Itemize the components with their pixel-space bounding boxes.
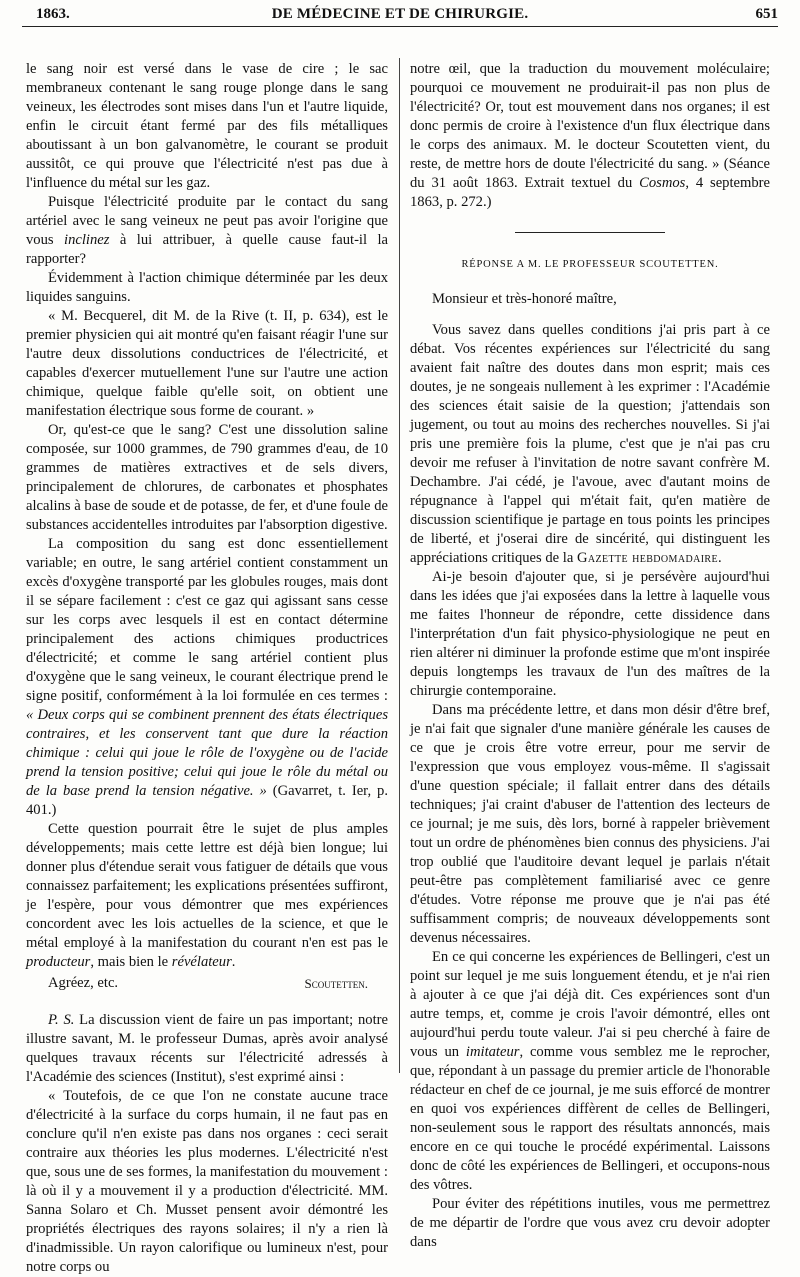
header-year: 1863.	[36, 6, 70, 22]
italic-text: producteur	[26, 954, 91, 970]
text-run: Vous savez dans quelles conditions j'ai pris part à ce débat. Vos récentes expériences sur l'électricité du sang avaient fait naître des doutes dans mon esprit; mais ces doutes, je ne songeais nullement à les exprimer : l'Académie des sciences était saisie de la question; j'attendais son jugement, ou tout au moins des recherches nouvelles. Si j'ai pris une première fois la plume, c'est que je n'ai pas cru devoir me refuser à l'invitation de notre savant confrère M. Dechambre. J'ai cédé, je l'avoue, avec d'autant moins de répugnance à l'appel qui m'était fait, qu'en matière de discussion scientifique je partage en tous points les principes de liberté, et j'oserai dire de sincérité, qui distinguent les appréciations critiques de la	[410, 322, 770, 566]
text-run: La discussion vient de faire un pas important; notre illustre savant, M. le professeur Dumas, après avoir analysé quelques travaux récents sur l'électricité adressés à l'Académie des sciences (Institut), s'est exprimé ainsi :	[26, 1012, 388, 1085]
paragraph: « M. Becquerel, dit M. de la Rive (t. II, p. 634), est le premier physicien qui ait montré qu'en faisant réagir l'une sur l'autre deux dissolutions conductrices de l'électricité, et capables d'exercer mutuellement l'une sur l'autre une action chimique, quelque faible qu'elle soit, on obtient une manifestation électrique sous forme de courant. »	[26, 308, 388, 419]
right-column	[410, 60, 770, 1252]
paragraph	[26, 193, 388, 269]
paragraph	[26, 820, 388, 972]
paragraph: Ai-je besoin d'ajouter que, si je persévère aujourd'hui dans les idées que j'ai exposées dans la lettre à laquelle vous me faites l'honneur de répondre, cette dissidence dans l'interprétation d'un fait physico-physiologique ne peut en rien altérer ni diminuer la profonde estime que m'ont inspirée depuis longtemps les travaux de l'un des maîtres de la chirurgie contemporaine.	[410, 569, 770, 699]
text-run: En ce qui concerne les expériences de Bellingeri, c'est un point sur lequel je me suis longuement étendu, et je n'ai rien à ajouter à ce que j'ai déjà dit. Ces expériences sont d'un autre temps, et, comme je crois l'avoir démontré, elles ont aujourd'hui perdu toute valeur. J'ai si peu cherché à faire de vous un	[410, 949, 770, 1060]
left-column	[26, 60, 388, 1277]
italic-text: révélateur	[171, 954, 232, 970]
text-run: notre œil, que la traduction du mouvement moléculaire; pourquoi ce mouvement ne produirait-il pas non plus de l'électricité? Or, tout est mouvement dans nos organes; il est donc permis de croire à l'existence d'un flux électrique dans le corps des animaux. M. le docteur Scoutetten vient, du reste, de mettre hors de doute l'électricité du sang. » (Séance du 31 août 1863. Extrait textuel du	[410, 61, 770, 191]
header-rule	[22, 26, 778, 27]
text-run: .	[231, 954, 236, 970]
section-title: RÉPONSE A M. LE PROFESSEUR SCOUTETTEN.	[461, 259, 719, 270]
page-number: 651	[755, 6, 778, 22]
italic-text: imitateur	[465, 1044, 520, 1060]
text-run: , comme vous semblez me le reprocher, que, répondant à un passage du premier article de l'honorable rédacteur en chef de ce journal, je me suis efforcé de montrer en quoi vos expériences diffèrent de celles de Bellingeri, non-seulement sous le rapport des résultats annoncés, mais encore en ce qui touche le procédé expérimental. Laissons donc de côté les expériences de Bellingeri, et occupons-nous des vôtres.	[410, 1044, 770, 1193]
paragraph: Évidemment à l'action chimique déterminée par les deux liquides sanguins.	[26, 270, 388, 305]
text-run: La composition du sang est donc essentiellement variable; en outre, le sang artériel contient constamment un excès d'oxygène transporté par les globules rouges, mais dont il se sépare facilement : c'est ce gaz qui agissant sans cesse sur les corps avec lesquels il est en contact détermine principalement des actions chimiques productrices d'électricité; et comme le sang artériel contient plus d'oxygène que le sang veineux, le courant électrique prend le signe positif, conformément à la loi formulée en ces termes :	[26, 536, 388, 704]
paragraph: Dans ma précédente lettre, et dans mon désir d'être bref, je n'ai fait que signaler d'une manière générale les causes de ce que je crois être votre erreur, pour me servir de l'expression que vous employez vous-même. Il s'agissait d'une question spéciale; il fallait entrer dans des détails techniques; j'ai craint d'abuser de l'attention des lecteurs de ce journal; je me suis, dès lors, borné à rappeler brièvement tout un ordre de phénomènes bien connus des physiciens. J'ai trop oublié que l'auditoire devant lequel je parlais n'était peut-être pas complètement familiarisé avec ce genre d'études. Votre réponse me prouve que je n'ai pas été suffisamment compris; de nouveaux développements sont devenus nécessaires.	[410, 702, 770, 946]
paragraph: Pour éviter des répétitions inutiles, vous me permettrez de me départir de l'ordre que vous avez cru devoir adopter dans	[410, 1196, 770, 1250]
ps-label: P. S.	[48, 1012, 75, 1028]
paragraph: Or, qu'est-ce que le sang? C'est une dissolution saline composée, sur 1000 grammes, de 790 grammes d'eau, de 10 grammes de matières extractives et de sels divers, principalement de chlorures, de carbonates et phosphates alcalins à base de soude et de potasse, de fer, et d'une foule de substances accidentelles introduites par l'absorption digestive.	[26, 422, 388, 533]
text-run: (Gavarret, t. Ier, p. 401.)	[26, 783, 388, 818]
salutation: Monsieur et très-honoré maître,	[432, 291, 617, 307]
spacer	[26, 993, 388, 1011]
paragraph	[26, 535, 388, 820]
text-run: à lui attribuer, à quelle cause faut-il la rapporter?	[26, 232, 388, 267]
column-divider	[399, 58, 400, 1073]
italic-text: inclinez	[64, 232, 110, 248]
signature: Scoutetten.	[304, 976, 368, 991]
closing-line	[26, 974, 388, 993]
italic-text: Cosmos	[639, 175, 686, 191]
header-title: DE MÉDECINE ET DE CHIRURGIE.	[271, 6, 529, 22]
postscript	[26, 1011, 388, 1087]
paragraph	[410, 948, 770, 1195]
section-rule	[515, 232, 665, 233]
text-run: Cette question pourrait être le sujet de plus amples développements; mais cette lettre est déjà bien longue; lui donner plus d'étendue serait vous fatiguer de détails que vous connaissez parfaitement; les explications présentées suffiront, je l'espère, pour vous démontrer que mes expériences concordent avec les lois actuelles de la science, et que le métal employé à la manifestation du courant n'en est pas le	[26, 821, 388, 951]
text-run: .	[718, 550, 722, 566]
paragraph	[410, 321, 770, 568]
paragraph	[410, 60, 770, 212]
quote-paragraph: « Toutefois, de ce que l'on ne constate aucune trace d'électricité à la surface du corps humain, il ne faut pas en conclure qu'il n'en existe pas dans nos organes : ceci serait contraire aux théories les plus modernes. L'électricité n'est que, sous une de ses formes, la manifestation du mouvement : là où il y a mouvement il y a production d'électricité. MM. Sanna Solaro et Ch. Musset pensent avoir démontré les propriétés électriques des rayons solaires; il n'y a rien là d'inadmissible. Un rayon calorifique ou lumineux n'est, pour notre corps ou	[26, 1088, 388, 1275]
text-run: , 4 septembre 1863, p. 272.)	[410, 175, 770, 210]
journal-name: Gazette hebdomadaire	[576, 550, 719, 566]
paragraph: le sang noir est versé dans le vase de cire ; le sac membraneux contenant le sang rouge plonge dans le sang veineux, les électrodes sont mises dans l'un et l'autre liquide, enfin le circuit étant fermé par des fils métalliques aboutissant à un bon galvanomètre, le courant se produit aussitôt, ce qui prouve que l'électricité n'est pas due à l'influence du métal sur les gaz.	[26, 61, 388, 191]
text-run: , mais bien le	[90, 954, 172, 970]
text-run: Puisque l'électricité produite par le contact du sang artériel avec le sang veineux ne peut pas avoir l'origine que vous	[26, 194, 388, 248]
closing: Agréez, etc.	[48, 975, 119, 991]
page-header	[22, 4, 778, 26]
italic-quote: « Deux corps qui se combinent prennent des états électriques contraires, et les conservent tant que dure la réaction chimique : celui qui joue le rôle de l'oxygène ou de l'acide prend la tension positive; celui qui joue le rôle du métal ou de la base prend la tension négative. »	[26, 707, 388, 799]
